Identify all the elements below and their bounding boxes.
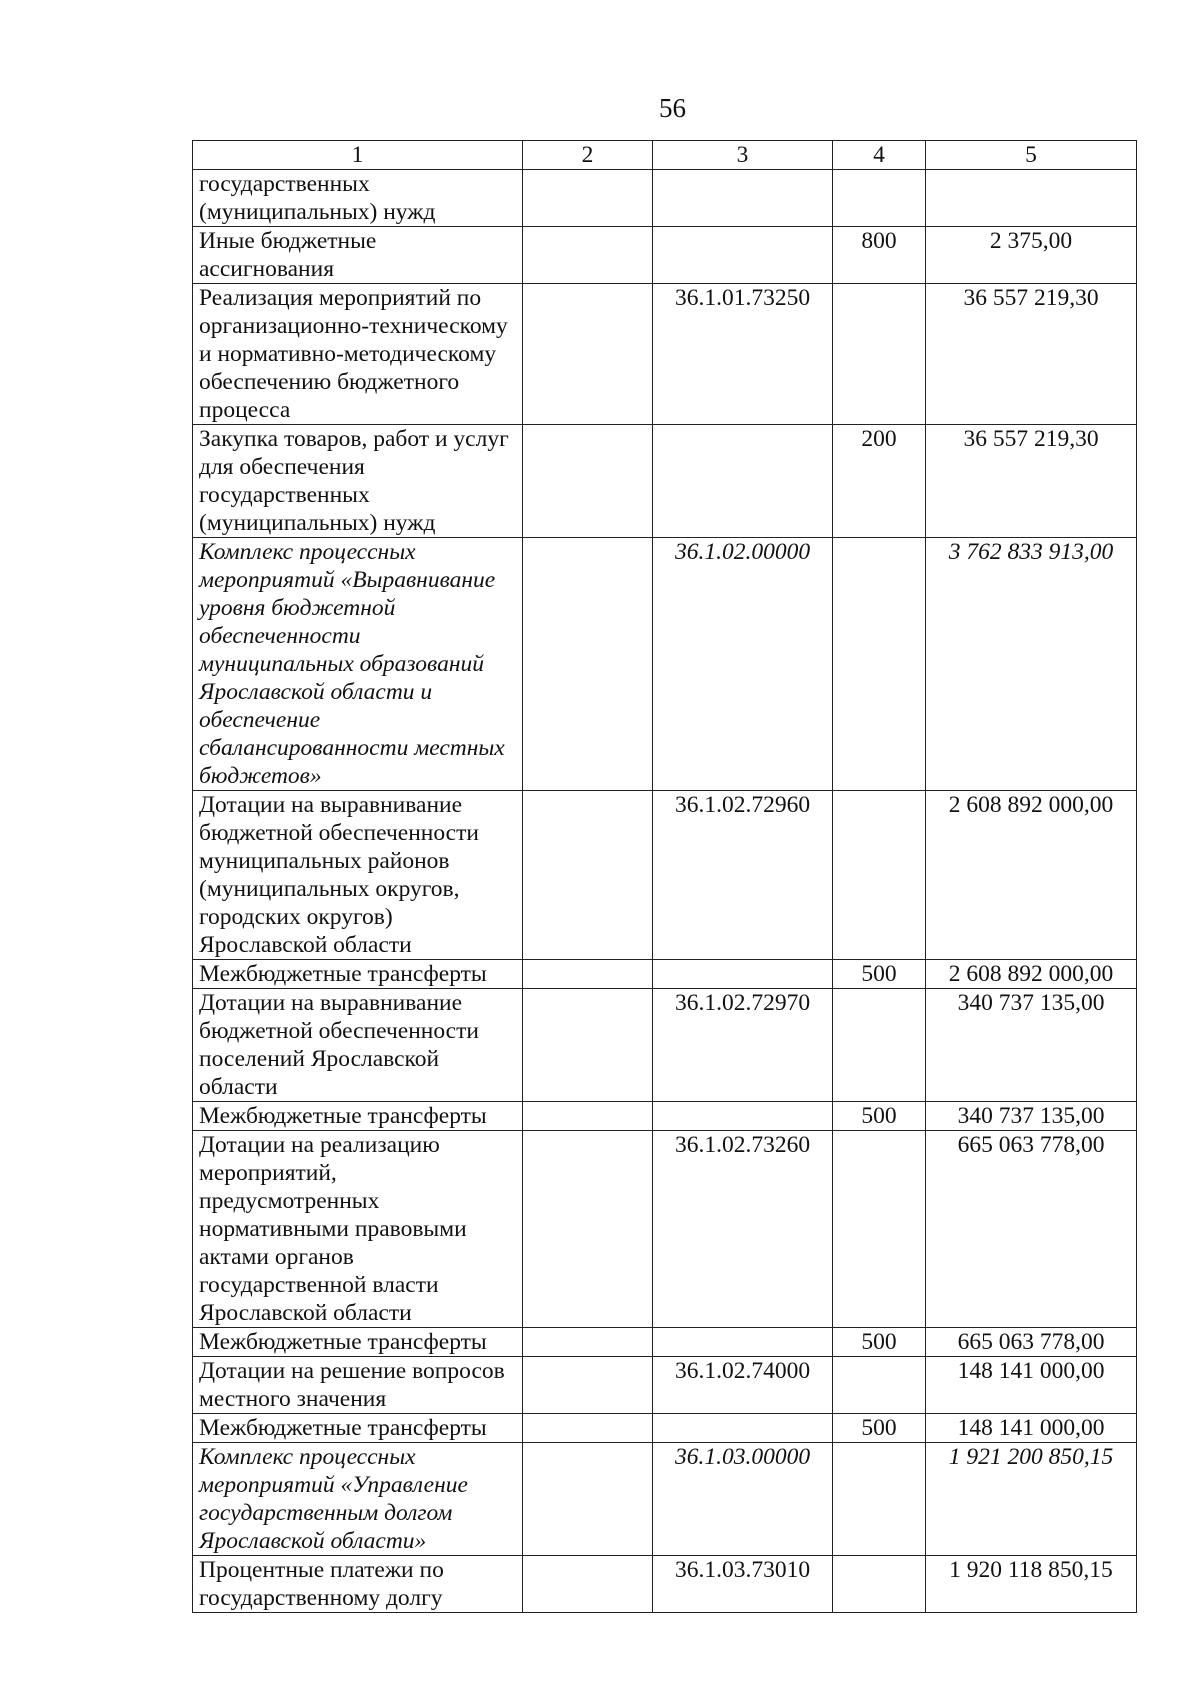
row-expense-type-cell [833,1357,926,1414]
row-sum-cell: 2 608 892 000,00 [926,960,1137,989]
row-name-cell: Дотации на выравнивание бюджетной обеспеченности поселений Ярославской области [193,989,523,1102]
table-row [193,960,1137,989]
row-expense-type-cell: 200 [833,425,926,538]
table-row [193,538,1137,791]
row-expense-type-cell: 500 [833,960,926,989]
row-sum-cell: 340 737 135,00 [926,989,1137,1102]
row-name-cell: Дотации на решение вопросов местного значения [193,1357,523,1414]
row-expense-type-cell [833,791,926,960]
row-col2-cell [523,1556,653,1613]
table-row [193,1443,1137,1556]
table-header-row [193,141,1137,170]
row-sum-cell: 36 557 219,30 [926,425,1137,538]
row-name-cell: Закупка товаров, работ и услуг для обеспечения государственных (муниципальных) нужд [193,425,523,538]
row-code-cell: 36.1.01.73250 [653,284,833,425]
row-name-cell: Комплекс процессных мероприятий «Управление государственным долгом Ярославской области» [193,1443,523,1556]
row-code-cell [653,1328,833,1357]
row-name-cell: Процентные платежи по государственному долгу [193,1556,523,1613]
row-col2-cell [523,960,653,989]
row-col2-cell [523,1102,653,1131]
row-code-cell: 36.1.02.74000 [653,1357,833,1414]
row-col2-cell [523,1414,653,1443]
row-code-cell: 36.1.02.72960 [653,791,833,960]
row-expense-type-cell [833,284,926,425]
row-expense-type-cell [833,538,926,791]
row-code-cell [653,1414,833,1443]
row-sum-cell: 340 737 135,00 [926,1102,1137,1131]
budget-table [192,140,1137,1613]
row-sum-cell: 2 608 892 000,00 [926,791,1137,960]
row-code-cell [653,170,833,227]
row-code-cell [653,1102,833,1131]
row-name-cell: Межбюджетные трансферты [193,1102,523,1131]
row-col2-cell [523,538,653,791]
row-col2-cell [523,1357,653,1414]
header-col-4: 4 [833,141,926,170]
row-col2-cell [523,989,653,1102]
row-code-cell: 36.1.02.73260 [653,1131,833,1328]
row-sum-cell: 665 063 778,00 [926,1131,1137,1328]
row-col2-cell [523,791,653,960]
row-sum-cell: 2 375,00 [926,227,1137,284]
row-sum-cell: 148 141 000,00 [926,1357,1137,1414]
row-sum-cell: 3 762 833 913,00 [926,538,1137,791]
row-col2-cell [523,1328,653,1357]
row-sum-cell: 1 920 118 850,15 [926,1556,1137,1613]
row-col2-cell [523,170,653,227]
row-name-cell: Межбюджетные трансферты [193,960,523,989]
table-row [193,284,1137,425]
row-name-cell: Дотации на реализацию мероприятий, предусмотренных нормативными правовыми актами органов государственной власти Ярославской области [193,1131,523,1328]
row-sum-cell: 1 921 200 850,15 [926,1443,1137,1556]
row-expense-type-cell [833,1131,926,1328]
table-row [193,989,1137,1102]
row-name-cell: Межбюджетные трансферты [193,1414,523,1443]
header-col-1: 1 [193,141,523,170]
table-row [193,1357,1137,1414]
row-name-cell: Комплекс процессных мероприятий «Выравнивание уровня бюджетной обеспеченности муниципальных образований Ярославской области и обеспечение сбалансированности местных бюджетов» [193,538,523,791]
row-code-cell: 36.1.02.72970 [653,989,833,1102]
row-name-cell: Дотации на выравнивание бюджетной обеспеченности муниципальных районов (муниципальных округов, городских округов) Ярославской области [193,791,523,960]
row-sum-cell: 665 063 778,00 [926,1328,1137,1357]
table-row [193,791,1137,960]
row-code-cell [653,960,833,989]
table-row [193,1414,1137,1443]
row-code-cell: 36.1.03.73010 [653,1556,833,1613]
row-expense-type-cell: 500 [833,1414,926,1443]
row-code-cell [653,425,833,538]
header-col-2: 2 [523,141,653,170]
table-row [193,1131,1137,1328]
row-sum-cell: 148 141 000,00 [926,1414,1137,1443]
row-expense-type-cell [833,170,926,227]
table-row [193,1556,1137,1613]
row-code-cell [653,227,833,284]
row-expense-type-cell [833,1556,926,1613]
row-col2-cell [523,284,653,425]
row-name-cell: государственных (муниципальных) нужд [193,170,523,227]
row-col2-cell [523,227,653,284]
row-expense-type-cell [833,989,926,1102]
row-col2-cell [523,1131,653,1328]
row-name-cell: Реализация мероприятий по организационно-техническому и нормативно-методическому обеспечению бюджетного процесса [193,284,523,425]
page-number: 56 [659,93,686,123]
row-name-cell: Иные бюджетные ассигнования [193,227,523,284]
row-code-cell: 36.1.02.00000 [653,538,833,791]
row-expense-type-cell: 500 [833,1102,926,1131]
table-row [193,227,1137,284]
row-expense-type-cell: 800 [833,227,926,284]
row-name-cell: Межбюджетные трансферты [193,1328,523,1357]
table-row [193,1328,1137,1357]
row-expense-type-cell [833,1443,926,1556]
table-row [193,1102,1137,1131]
table-row [193,170,1137,227]
header-col-3: 3 [653,141,833,170]
table-row [193,425,1137,538]
row-expense-type-cell: 500 [833,1328,926,1357]
row-sum-cell: 36 557 219,30 [926,284,1137,425]
row-col2-cell [523,1443,653,1556]
row-sum-cell [926,170,1137,227]
row-code-cell: 36.1.03.00000 [653,1443,833,1556]
row-col2-cell [523,425,653,538]
header-col-5: 5 [926,141,1137,170]
